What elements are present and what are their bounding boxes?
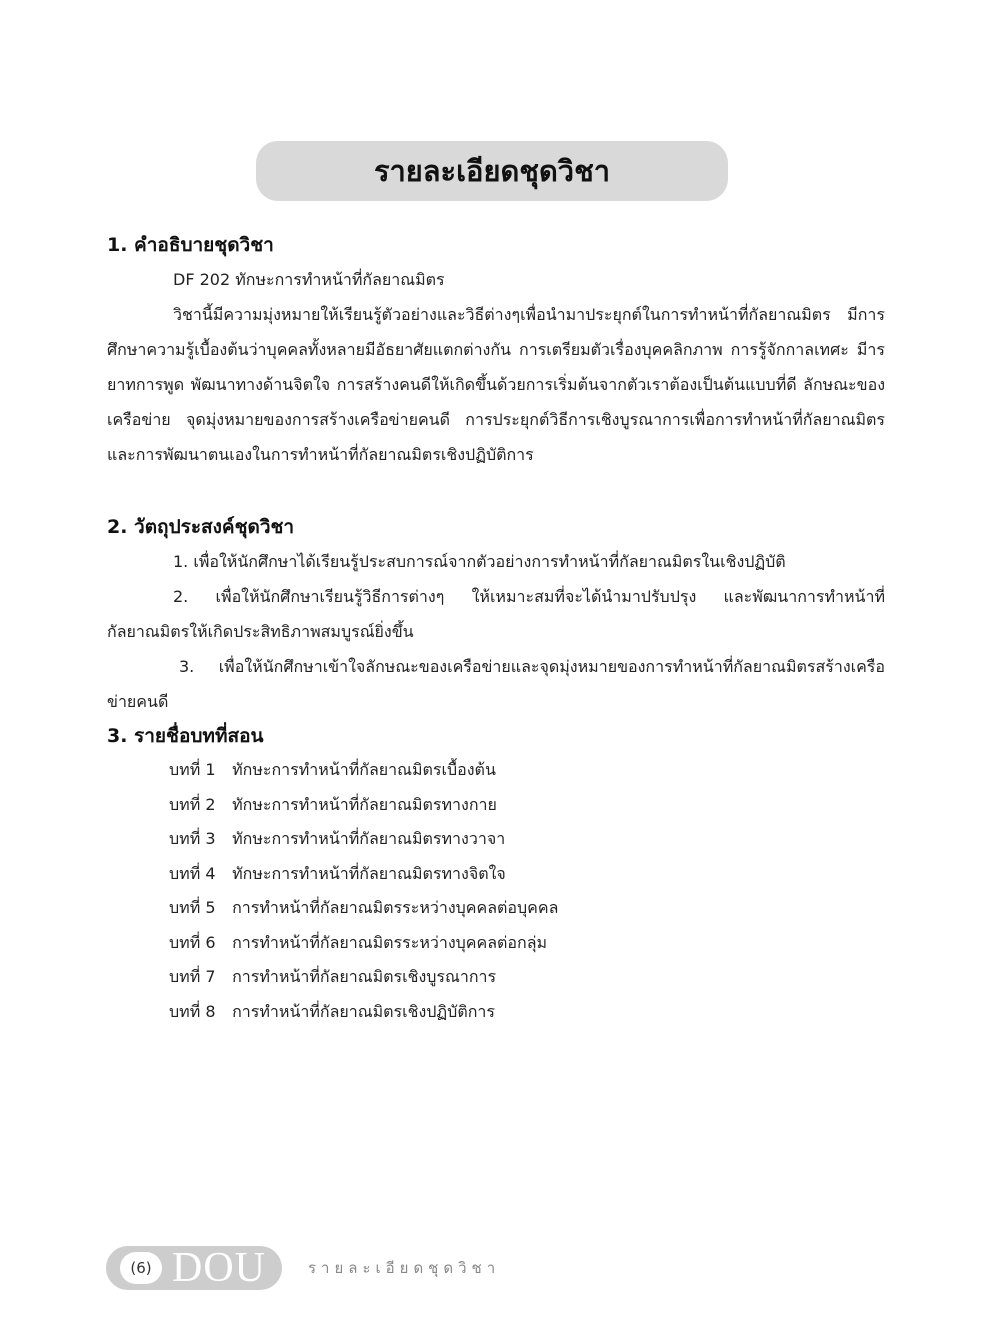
section-3-heading: 3. รายชื่อบทที่สอน	[107, 725, 264, 747]
lesson-title: การทำหน้าที่กัลยาณมิตรระหว่างบุคคลต่อบุคคล	[232, 898, 559, 917]
lesson-number: บทที่ 1	[169, 760, 216, 779]
section-2-heading: 2. วัตถุประสงค์ชุดวิชา	[107, 516, 295, 538]
lesson-item	[169, 788, 885, 823]
lesson-item	[169, 891, 885, 926]
footer-badge	[106, 1246, 282, 1290]
page-footer	[106, 1246, 500, 1290]
section-objectives	[107, 510, 885, 719]
lesson-title: ทักษะการทำหน้าที่กัลยาณมิตรทางจิตใจ	[232, 863, 506, 883]
lesson-number: บทที่ 7	[169, 967, 216, 986]
lesson-item	[169, 857, 885, 892]
lesson-number: บทที่ 4	[169, 863, 216, 883]
page-title: รายละเอียดชุดวิชา	[373, 154, 611, 188]
page-number: (6)	[120, 1252, 162, 1284]
section-lessons	[107, 719, 885, 1029]
lesson-list	[107, 753, 885, 1029]
lesson-item	[169, 926, 885, 961]
section-course-description	[107, 228, 885, 472]
brand-logo: DOU	[172, 1245, 266, 1291]
lesson-number: บทที่ 5	[169, 898, 216, 917]
page-title-banner	[256, 141, 728, 201]
lesson-title: การทำหน้าที่กัลยาณมิตรระหว่างบุคคลต่อกลุ่ม	[232, 932, 548, 952]
lesson-number: บทที่ 3	[169, 829, 216, 848]
objective-item: 3. เพื่อให้นักศึกษาเข้าใจลักษณะของเครือข่ายและจุดมุ่งหมายของการทำหน้าที่กัลยาณมิตรสร้างเครือข่ายคนดี	[107, 657, 885, 711]
course-description: วิชานี้มีความมุ่งหมายให้เรียนรู้ตัวอย่างและวิธีต่างๆเพื่อนำมาประยุกต์ในการทำหน้าที่กัลยาณมิตร มีการศึกษาความรู้เบื้องต้นว่าบุคคลทั้งหลายมีอัธยาศัยแตกต่างกัน การเตรียมตัวเรื่องบุคคลิกภาพ การรู้จักกาลเทศะ มีารยาทการพูด พัฒนาทางด้านจิตใจ การสร้างคนดีให้เกิดขึ้นด้วยการเริ่มต้นจากตัวเราต้องเป็นต้นแบบที่ดี ลักษณะของเครือข่าย จุดมุ่งหมายของการสร้างเครือข่ายคนดี การประยุกต์วิธีการเชิงบูรณาการเพื่อการทำหน้าที่กัลยาณมิตรและการพัฒนาตนเองในการทำหน้าที่กัลยาณมิตรเชิงปฏิบัติการ	[107, 305, 885, 464]
footer-running-title: รายละเอียดชุดวิชา	[308, 1259, 501, 1277]
lesson-title: ทักษะการทำหน้าที่กัลยาณมิตรทางวาจา	[232, 829, 506, 848]
lesson-title: ทักษะการทำหน้าที่กัลยาณมิตรทางกาย	[232, 794, 497, 814]
lesson-title: การทำหน้าที่กัลยาณมิตรเชิงปฏิบัติการ	[232, 1001, 495, 1021]
lesson-number: บทที่ 8	[169, 1001, 216, 1021]
course-code: DF 202 ทักษะการทำหน้าที่กัลยาณมิตร	[173, 270, 445, 289]
objective-item: 1. เพื่อให้นักศึกษาได้เรียนรู้ประสบการณ์จากตัวอย่างการทำหน้าที่กัลยาณมิตรในเชิงปฏิบัติ	[173, 552, 786, 571]
lesson-title: ทักษะการทำหน้าที่กัลยาณมิตรเบื้องต้น	[232, 760, 496, 779]
lesson-title: การทำหน้าที่กัลยาณมิตรเชิงบูรณาการ	[232, 967, 497, 986]
document-body	[107, 228, 885, 1029]
lesson-number: บทที่ 2	[169, 794, 216, 814]
section-1-heading: 1. คำอธิบายชุดวิชา	[107, 234, 274, 256]
lesson-item	[169, 995, 885, 1030]
objective-item: 2. เพื่อให้นักศึกษาเรียนรู้วิธีการต่างๆ ให้เหมาะสมที่จะได้นำมาปรับปรุง และพัฒนาการทำหน้าที่กัลยาณมิตรให้เกิดประสิทธิภาพสมบูรณ์ยิ่งขึ้น	[107, 587, 885, 641]
lesson-item	[169, 753, 885, 788]
lesson-number: บทที่ 6	[169, 932, 216, 952]
lesson-item	[169, 822, 885, 857]
lesson-item	[169, 960, 885, 995]
